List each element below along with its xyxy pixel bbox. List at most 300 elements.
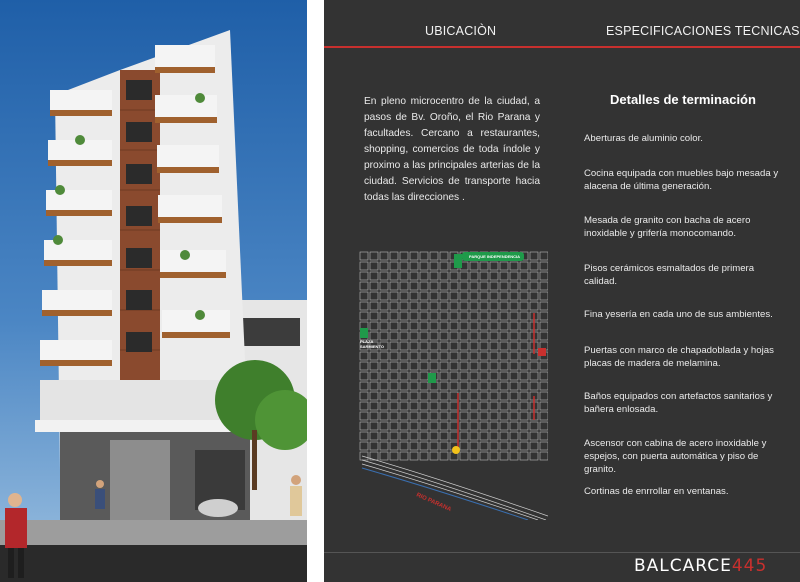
city-block (390, 322, 398, 330)
city-block (400, 382, 408, 390)
city-block (540, 322, 548, 330)
city-block (440, 362, 448, 370)
city-block (540, 272, 548, 280)
city-block (460, 442, 468, 450)
city-block (470, 432, 478, 440)
city-block (440, 322, 448, 330)
city-block (410, 342, 418, 350)
location-header: UBICACIÒN (425, 24, 497, 38)
city-block (530, 282, 538, 290)
header-divider (324, 46, 800, 48)
city-block (490, 352, 498, 360)
city-block (430, 322, 438, 330)
spec-item: Pisos cerámicos esmaltados de primera calidad. (584, 263, 755, 287)
city-block (510, 452, 518, 460)
city-block (360, 402, 368, 410)
city-block (370, 282, 378, 290)
city-block (370, 322, 378, 330)
city-block (430, 292, 438, 300)
city-block (520, 382, 528, 390)
city-block (450, 422, 458, 430)
city-block (440, 272, 448, 280)
city-block (480, 352, 488, 360)
city-block (440, 452, 448, 460)
small-plaza-marker (428, 373, 436, 383)
city-block (360, 252, 368, 260)
city-block (420, 302, 428, 310)
city-block (510, 402, 518, 410)
city-block (430, 302, 438, 310)
city-block (450, 372, 458, 380)
city-block (370, 352, 378, 360)
city-block (400, 252, 408, 260)
city-block (380, 302, 388, 310)
city-block (450, 382, 458, 390)
city-block (470, 402, 478, 410)
city-block (530, 382, 538, 390)
city-block (470, 422, 478, 430)
city-block (510, 332, 518, 340)
spec-item: Puertas con marco de chapadoblada y hojas placas de madera de melamina. (584, 345, 774, 369)
city-block (490, 382, 498, 390)
city-block (400, 392, 408, 400)
city-block (380, 282, 388, 290)
city-block (390, 352, 398, 360)
city-block (480, 382, 488, 390)
city-block (450, 282, 458, 290)
city-block (460, 402, 468, 410)
park-label: PARQUE INDEPENDENCIA (469, 254, 521, 259)
city-block (490, 342, 498, 350)
city-block (390, 372, 398, 380)
city-block (460, 272, 468, 280)
city-block (490, 272, 498, 280)
city-block (510, 282, 518, 290)
city-block (390, 382, 398, 390)
city-block (430, 432, 438, 440)
city-block (440, 412, 448, 420)
city-block (410, 382, 418, 390)
city-block (410, 322, 418, 330)
city-block (530, 272, 538, 280)
city-block (500, 452, 508, 460)
city-block (520, 302, 528, 310)
city-block (430, 272, 438, 280)
city-block (380, 322, 388, 330)
city-block (420, 272, 428, 280)
city-block (500, 342, 508, 350)
city-block (410, 412, 418, 420)
city-block (520, 342, 528, 350)
city-block (420, 332, 428, 340)
city-block (420, 432, 428, 440)
city-block (370, 432, 378, 440)
city-block (400, 452, 408, 460)
city-block (410, 362, 418, 370)
city-block (440, 392, 448, 400)
city-block (410, 422, 418, 430)
city-block (360, 362, 368, 370)
city-block (490, 372, 498, 380)
city-block (540, 252, 548, 260)
city-block (390, 332, 398, 340)
city-block (360, 312, 368, 320)
park-block (454, 254, 462, 268)
city-block (480, 442, 488, 450)
city-block (470, 312, 478, 320)
city-block (380, 362, 388, 370)
city-block (490, 452, 498, 460)
city-block (380, 312, 388, 320)
city-block (380, 292, 388, 300)
city-block (530, 372, 538, 380)
spec-item: Baños equipados con artefactos sanitarios y bañera enlosada. (584, 391, 773, 415)
city-block (450, 402, 458, 410)
city-block (370, 442, 378, 450)
spec-item: Fina yesería en cada uno de sus ambientes. (584, 309, 773, 320)
city-block (420, 392, 428, 400)
city-block (470, 412, 478, 420)
city-block (490, 312, 498, 320)
city-block (490, 322, 498, 330)
city-block (420, 322, 428, 330)
city-block (380, 262, 388, 270)
city-block (400, 262, 408, 270)
city-block (400, 282, 408, 290)
city-block (380, 352, 388, 360)
city-block (400, 332, 408, 340)
city-block (430, 312, 438, 320)
city-block (490, 362, 498, 370)
city-block (450, 292, 458, 300)
city-block (460, 452, 468, 460)
city-block (500, 282, 508, 290)
city-block-grid (360, 252, 548, 460)
city-block (540, 292, 548, 300)
city-block (460, 412, 468, 420)
city-block (410, 402, 418, 410)
city-block (360, 352, 368, 360)
city-block (370, 252, 378, 260)
city-block (460, 392, 468, 400)
city-block (500, 392, 508, 400)
city-block (540, 262, 548, 270)
city-block (460, 352, 468, 360)
specs-header: ESPECIFICACIONES TECNICAS (606, 24, 800, 38)
city-block (430, 362, 438, 370)
city-block (540, 392, 548, 400)
info-panel (324, 0, 800, 582)
city-block (420, 342, 428, 350)
city-block (480, 412, 488, 420)
city-block (510, 272, 518, 280)
city-block (400, 272, 408, 280)
location-map (358, 248, 548, 520)
city-block (370, 412, 378, 420)
city-block (440, 402, 448, 410)
city-block (540, 282, 548, 290)
city-block (390, 362, 398, 370)
city-block (360, 452, 368, 460)
city-block (430, 412, 438, 420)
city-block (530, 362, 538, 370)
city-block (520, 422, 528, 430)
city-block (500, 362, 508, 370)
city-block (520, 432, 528, 440)
city-block (500, 302, 508, 310)
city-block (500, 422, 508, 430)
city-block (400, 412, 408, 420)
city-block (480, 452, 488, 460)
city-block (410, 282, 418, 290)
city-block (440, 302, 448, 310)
city-block (480, 272, 488, 280)
city-block (440, 342, 448, 350)
city-block (460, 282, 468, 290)
building-location-marker (538, 348, 546, 356)
city-block (360, 442, 368, 450)
city-block (530, 302, 538, 310)
city-block (480, 422, 488, 430)
city-block (490, 392, 498, 400)
city-block (490, 442, 498, 450)
city-block (510, 372, 518, 380)
city-block (460, 422, 468, 430)
city-block (420, 312, 428, 320)
city-block (430, 352, 438, 360)
river-label: RIO PARANA (415, 492, 452, 514)
city-block (370, 302, 378, 310)
city-block (360, 292, 368, 300)
city-block (480, 342, 488, 350)
city-block (420, 282, 428, 290)
building-render-image (0, 0, 307, 582)
city-block (380, 422, 388, 430)
plaza-marker (360, 328, 368, 338)
city-block (440, 372, 448, 380)
city-block (480, 292, 488, 300)
city-block (420, 412, 428, 420)
city-block (410, 442, 418, 450)
city-block (440, 442, 448, 450)
city-block (510, 262, 518, 270)
city-block (480, 262, 488, 270)
city-block (480, 392, 488, 400)
city-block (470, 362, 478, 370)
city-block (540, 452, 548, 460)
city-block (500, 432, 508, 440)
city-block (370, 292, 378, 300)
city-block (380, 272, 388, 280)
city-block (480, 432, 488, 440)
city-block (520, 262, 528, 270)
city-block (410, 372, 418, 380)
river-coast (362, 456, 548, 520)
city-block (540, 402, 548, 410)
city-block (480, 362, 488, 370)
city-block (540, 362, 548, 370)
building-illustration (0, 0, 307, 582)
city-block (500, 292, 508, 300)
spec-item: Ascensor con cabina de acero inoxidable y espejos, con puerta automática y piso de granito. (584, 438, 767, 475)
city-block (370, 402, 378, 410)
city-block (500, 352, 508, 360)
city-block (470, 352, 478, 360)
city-block (480, 302, 488, 310)
city-block (370, 382, 378, 390)
city-block (400, 342, 408, 350)
city-block (430, 402, 438, 410)
city-block (390, 412, 398, 420)
city-block (470, 452, 478, 460)
city-block (400, 302, 408, 310)
city-block (510, 322, 518, 330)
city-block (390, 262, 398, 270)
city-block (390, 452, 398, 460)
city-block (490, 422, 498, 430)
city-block (390, 392, 398, 400)
city-block (400, 432, 408, 440)
city-block (520, 412, 528, 420)
city-block (480, 372, 488, 380)
city-block (510, 342, 518, 350)
city-block (430, 442, 438, 450)
city-block (430, 252, 438, 260)
city-block (420, 352, 428, 360)
city-block (410, 252, 418, 260)
city-block (520, 372, 528, 380)
city-block (440, 262, 448, 270)
city-block (520, 272, 528, 280)
city-block (410, 352, 418, 360)
city-block (440, 312, 448, 320)
city-block (460, 312, 468, 320)
city-block (540, 412, 548, 420)
city-block (380, 432, 388, 440)
city-block (460, 362, 468, 370)
city-block (490, 292, 498, 300)
city-block (520, 332, 528, 340)
city-block (370, 422, 378, 430)
city-block (430, 422, 438, 430)
city-block (400, 322, 408, 330)
city-block (420, 252, 428, 260)
city-block (440, 252, 448, 260)
plaza-label-2: SARMIENTO (360, 344, 384, 349)
city-block (470, 322, 478, 330)
city-block (410, 292, 418, 300)
city-block (450, 312, 458, 320)
city-block (430, 282, 438, 290)
spec-item: Mesada de granito con bacha de acero inoxidable y grifería monocomando. (584, 215, 751, 239)
city-block (360, 412, 368, 420)
city-block (360, 262, 368, 270)
city-block (520, 442, 528, 450)
city-block (410, 452, 418, 460)
city-block (530, 422, 538, 430)
city-block (520, 282, 528, 290)
city-block (520, 312, 528, 320)
city-block (510, 412, 518, 420)
city-block (520, 322, 528, 330)
city-block (540, 432, 548, 440)
city-block (450, 352, 458, 360)
city-block (520, 352, 528, 360)
city-block (410, 332, 418, 340)
city-block (500, 272, 508, 280)
city-block (440, 332, 448, 340)
city-block (430, 452, 438, 460)
city-block (500, 262, 508, 270)
city-block (380, 402, 388, 410)
city-block (530, 432, 538, 440)
spec-item: Cocina equipada con muebles bajo mesada y alacena de última generación. (584, 168, 779, 192)
city-block (460, 332, 468, 340)
city-block (390, 432, 398, 440)
city-block (450, 432, 458, 440)
city-block (390, 422, 398, 430)
city-block (490, 402, 498, 410)
city-block (520, 292, 528, 300)
city-block (510, 362, 518, 370)
city-block (510, 382, 518, 390)
poi-marker (452, 446, 460, 454)
city-block (480, 312, 488, 320)
brand-logo (634, 556, 767, 576)
city-block (470, 342, 478, 350)
city-block (500, 402, 508, 410)
city-block (540, 312, 548, 320)
brand-number: 445 (731, 556, 768, 576)
city-block (420, 262, 428, 270)
city-block (410, 272, 418, 280)
city-block (420, 292, 428, 300)
city-block (500, 312, 508, 320)
specs-title: Detalles de terminación (610, 92, 756, 107)
brand-name: BALCARCE (634, 556, 732, 576)
city-block (380, 392, 388, 400)
city-block (540, 382, 548, 390)
city-block (420, 402, 428, 410)
city-block (380, 452, 388, 460)
city-block (380, 332, 388, 340)
city-block (360, 382, 368, 390)
city-block (410, 392, 418, 400)
city-block (360, 422, 368, 430)
city-block (540, 302, 548, 310)
city-block (460, 292, 468, 300)
city-block (370, 362, 378, 370)
spec-item: Aberturas de aluminio color. (584, 133, 703, 144)
city-block (510, 352, 518, 360)
city-block (520, 362, 528, 370)
city-block (430, 332, 438, 340)
city-block (400, 402, 408, 410)
city-block (420, 442, 428, 450)
city-block (470, 382, 478, 390)
city-block (390, 302, 398, 310)
city-block (500, 382, 508, 390)
city-block (390, 292, 398, 300)
city-block (500, 332, 508, 340)
city-block (440, 352, 448, 360)
city-block (530, 442, 538, 450)
city-block (450, 412, 458, 420)
city-block (370, 392, 378, 400)
city-block (400, 372, 408, 380)
city-block (520, 452, 528, 460)
city-block (470, 372, 478, 380)
